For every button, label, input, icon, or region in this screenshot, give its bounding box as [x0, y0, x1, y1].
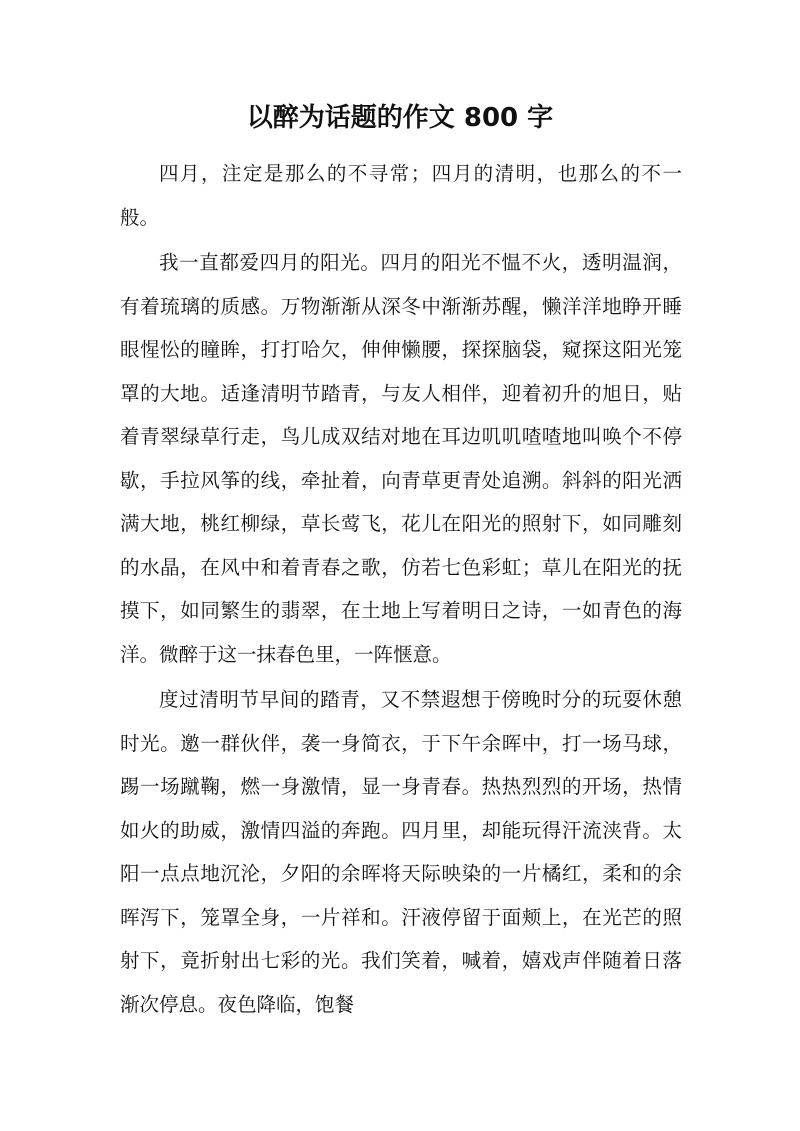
paragraph-3: 度过清明节早间的踏青，又不禁遐想于傍晚时分的玩耍休憩时光。邀一群伙伴，袭一身简衣，于下午余晖中，打一场马球，踢一场蹴鞠，燃一身激情，显一身青春。热热烈烈的开场，热情如火的助威，激情四溢的奔跑。四月里，却能玩得汗流浃背。太阳一点点地沉沦，夕阳的余晖将天际映染的一片橘红，柔和的余晖泻下，笼罩全身，一片祥和。汗液停留于面颊上，在光芒的照射下，竟折射出七彩的光。我们笑着，喊着，嬉戏声伴随着日落渐次停息。夜色降临，饱餐 — [120, 688, 682, 1016]
paragraph-2: 我一直都爱四月的阳光。四月的阳光不愠不火，透明温润，有着琉璃的质感。万物渐渐从深冬中渐渐苏醒，懒洋洋地睁开睡眼惺忪的瞳眸，打打哈欠，伸伸懒腰，探探脑袋，窥探这阳光笼罩的大地。适逢清明节踏青，与友人相伴，迎着初升的旭日，贴着青翠绿草行走，鸟儿成双结对地在耳边叽叽喳喳地叫唤个不停歇，手拉风筝的线，牵扯着，向青草更青处追溯。斜斜的阳光洒满大地，桃红柳绿，草长莺飞，花儿在阳光的照射下，如同雕刻的水晶，在风中和着青春之歌，仿若七色彩虹；草儿在阳光的抚摸下，如同繁生的翡翠，在土地上写着明日之诗，一如青色的海洋。微醉于这一抹春色里，一阵惬意。 — [120, 251, 682, 666]
document-title: 以醉为话题的作文 800 字 — [246, 103, 554, 133]
paragraph-1: 四月，注定是那么的不寻常；四月的清明，也那么的不一般。 — [120, 162, 682, 229]
document-body — [120, 152, 682, 1028]
